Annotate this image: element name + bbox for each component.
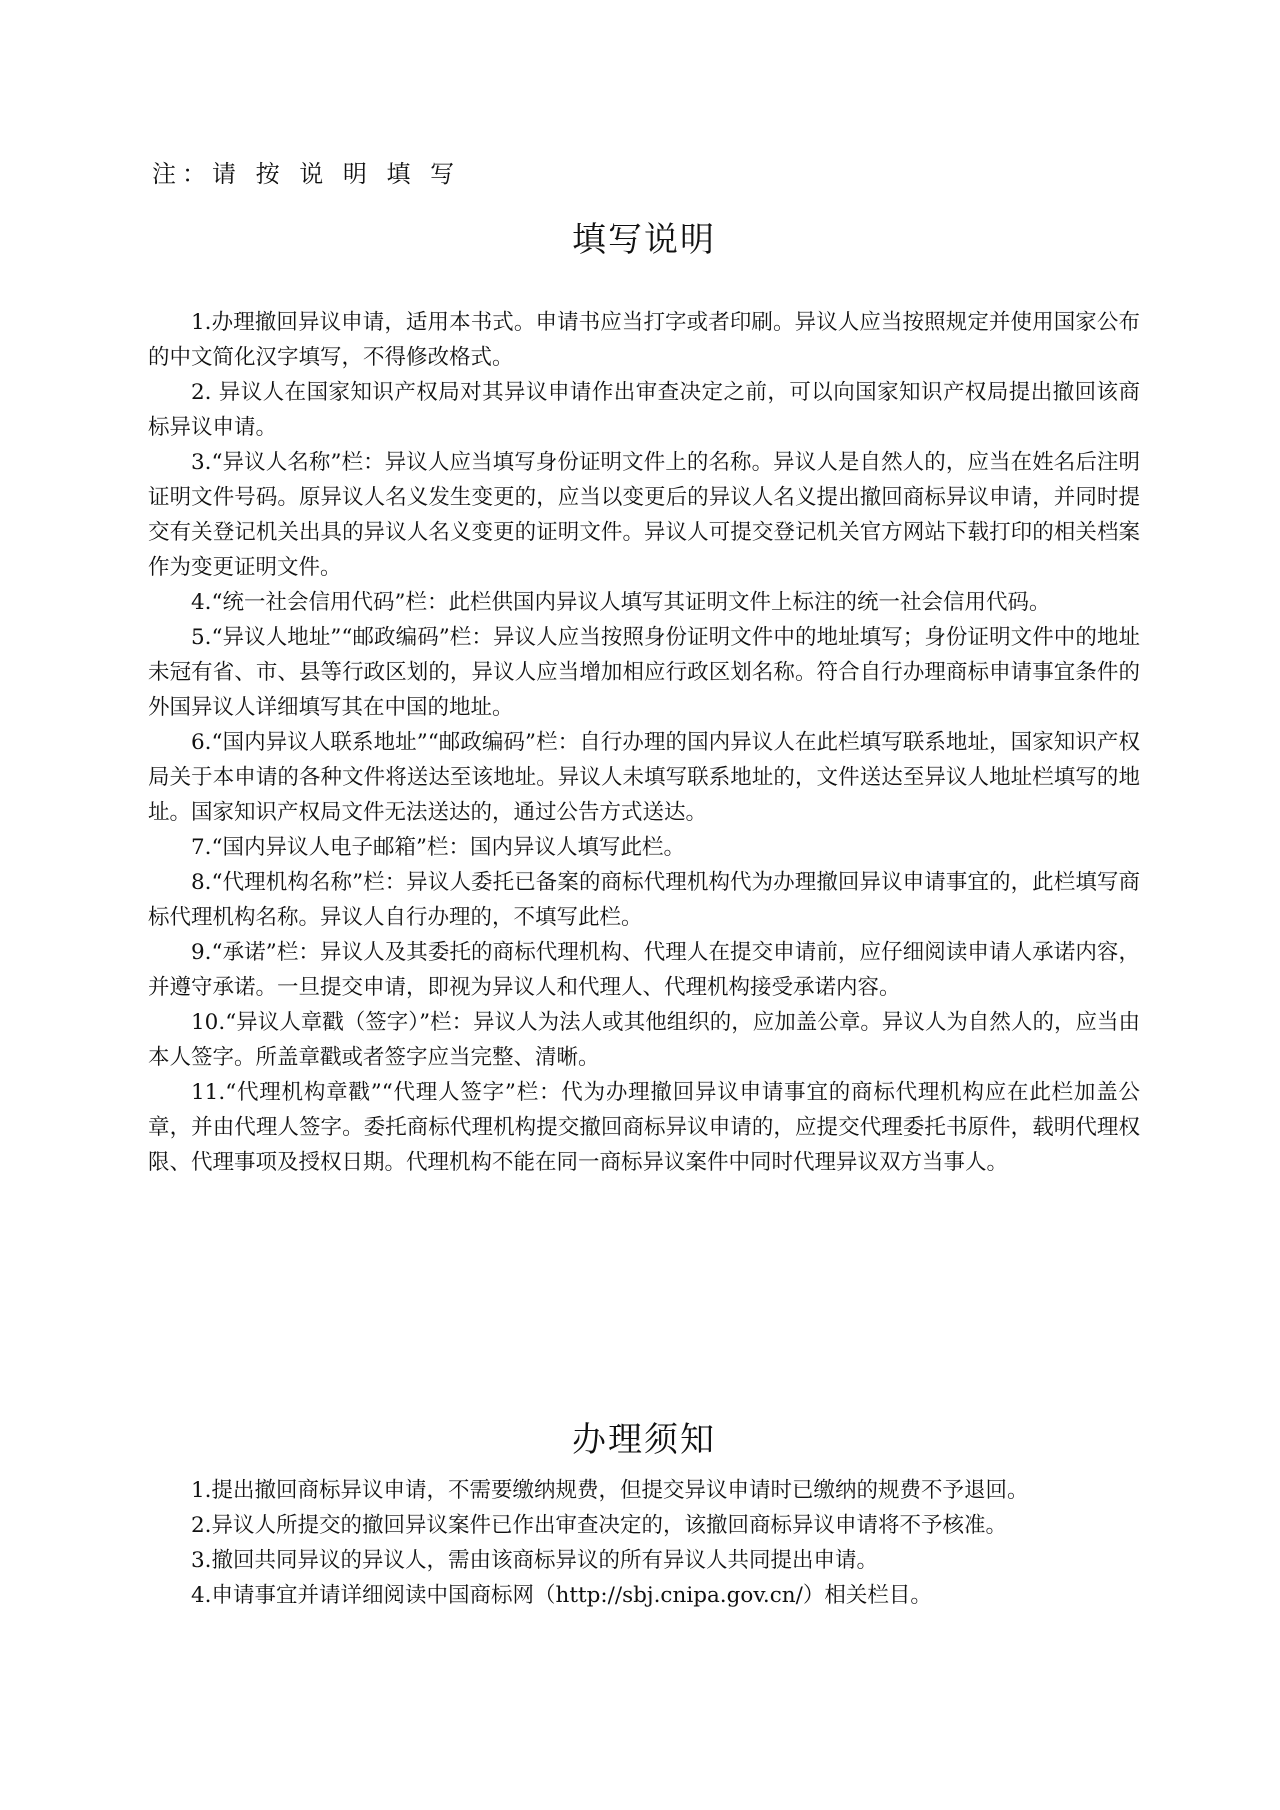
instruction-item: 4.“统一社会信用代码”栏：此栏供国内异议人填写其证明文件上标注的统一社会信用代码。 <box>191 590 1051 615</box>
instruction-item: 7.“国内异议人电子邮箱”栏：国内异议人填写此栏。 <box>191 835 685 860</box>
notice-item: 3.撤回共同异议的异议人，需由该商标异议的所有异议人共同提出申请。 <box>191 1548 879 1573</box>
notice-item: 1.提出撤回商标异议申请，不需要缴纳规费，但提交异议申请时已缴纳的规费不予退回。 <box>191 1478 1029 1503</box>
notice-list <box>148 1473 1140 1613</box>
instruction-item: 10.“异议人章戳（签字）”栏：异议人为法人或其他组织的，应加盖公章。异议人为自然人的，应当由本人签字。所盖章戳或者签字应当完整、清晰。 <box>148 1010 1140 1070</box>
instructions-section <box>148 212 1140 1180</box>
instructions-list <box>148 305 1140 1180</box>
instruction-item: 1.办理撤回异议申请，适用本书式。申请书应当打字或者印刷。异议人应当按照规定并使用国家公布的中文简化汉字填写，不得修改格式。 <box>148 310 1140 370</box>
instruction-item: 3.“异议人名称”栏：异议人应当填写身份证明文件上的名称。异议人是自然人的，应当在姓名后注明证明文件号码。原异议人名义发生变更的，应当以变更后的异议人名义提出撤回商标异议申请，并同时提交有关登记机关出具的异议人名义变更的证明文件。异议人可提交登记机关官方网站下载打印的相关档案作为变更证明文件。 <box>148 450 1140 580</box>
instruction-item: 9.“承诺”栏：异议人及其委托的商标代理机构、代理人在提交申请前，应仔细阅读申请人承诺内容，并遵守承诺。一旦提交申请，即视为异议人和代理人、代理机构接受承诺内容。 <box>148 940 1140 1000</box>
instruction-item: 8.“代理机构名称”栏：异议人委托已备案的商标代理机构代为办理撤回异议申请事宜的，此栏填写商标代理机构名称。异议人自行办理的，不填写此栏。 <box>148 870 1140 930</box>
notice-item: 2.异议人所提交的撤回异议案件已作出审查决定的，该撤回商标异议申请将不予核准。 <box>191 1513 1008 1538</box>
notice-title: 办理须知 <box>572 1420 716 1460</box>
instructions-title: 填写说明 <box>572 220 716 260</box>
notice-section <box>148 1412 1140 1613</box>
notice-item: 4.申请事宜并请详细阅读中国商标网（http://sbj.cnipa.gov.cn/）相关栏目。 <box>191 1583 932 1608</box>
instruction-item: 6.“国内异议人联系地址”“邮政编码”栏：自行办理的国内异议人在此栏填写联系地址，国家知识产权局关于本申请的各种文件将送达至该地址。异议人未填写联系地址的，文件送达至异议人地址栏填写的地址。国家知识产权局文件无法送达的，通过公告方式送达。 <box>148 730 1140 825</box>
instruction-item: 5.“异议人地址”“邮政编码”栏：异议人应当按照身份证明文件中的地址填写；身份证明文件中的地址未冠有省、市、县等行政区划的，异议人应当增加相应行政区划名称。符合自行办理商标申请事宜条件的外国异议人详细填写其在中国的地址。 <box>148 625 1140 720</box>
instruction-item: 11.“代理机构章戳”“代理人签字”栏：代为办理撤回异议申请事宜的商标代理机构应在此栏加盖公章，并由代理人签字。委托商标代理机构提交撤回商标异议申请的，应提交代理委托书原件，载明代理权限、代理事项及授权日期。代理机构不能在同一商标异议案件中同时代理异议双方当事人。 <box>148 1080 1140 1175</box>
fill-in-note: 注：请 按 说 明 填 写 <box>152 160 461 188</box>
instruction-item: 2. 异议人在国家知识产权局对其异议申请作出审查决定之前，可以向国家知识产权局提出撤回该商标异议申请。 <box>148 380 1140 440</box>
